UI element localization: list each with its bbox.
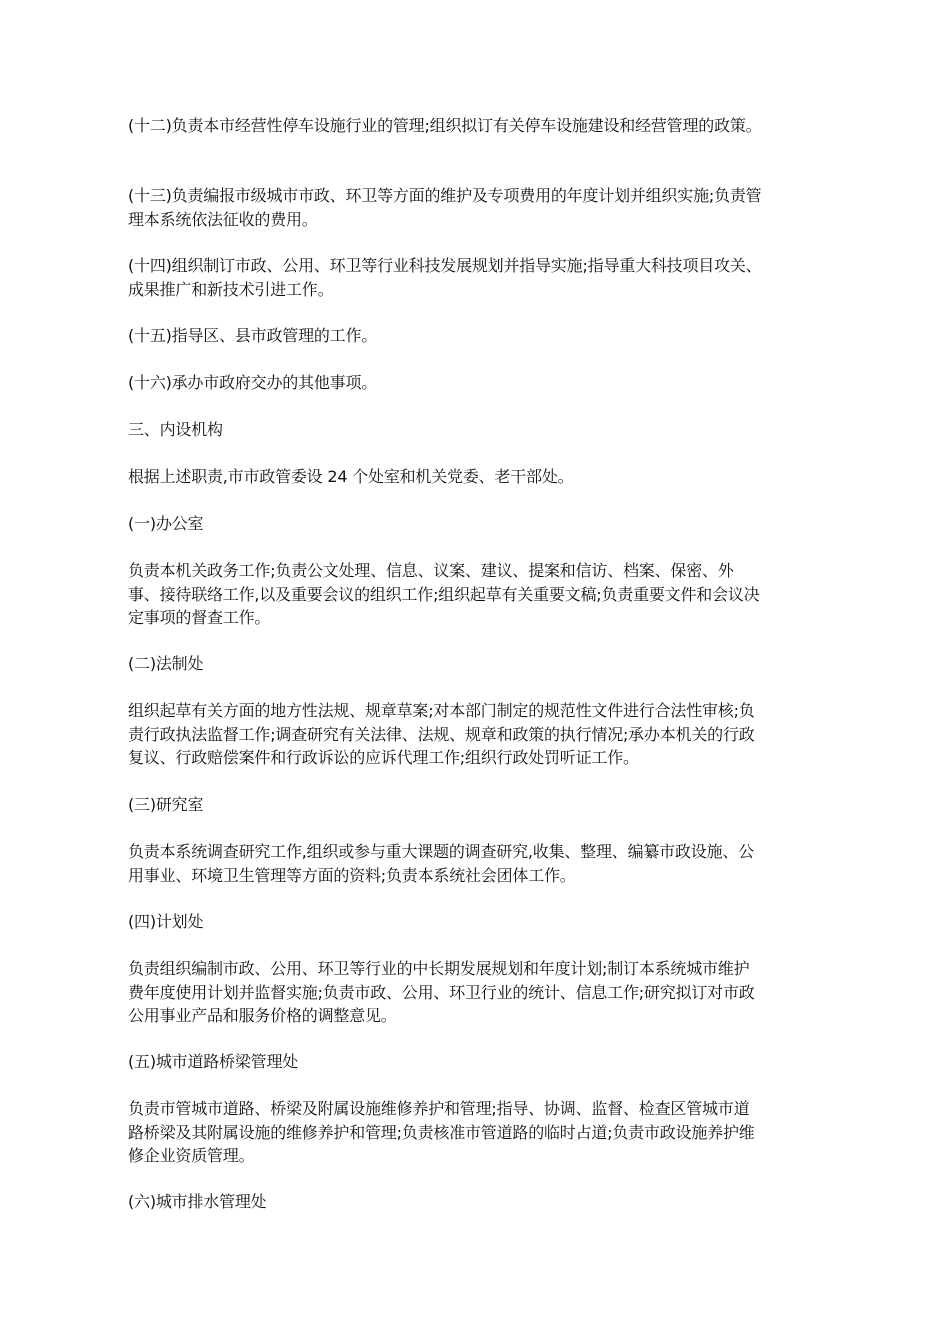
office-body-2 xyxy=(128,699,834,770)
text-line: (二)法制处 xyxy=(128,654,204,673)
text-line: (三)研究室 xyxy=(128,795,204,814)
text-line: (五)城市道路桥梁管理处 xyxy=(128,1052,299,1071)
text-line: (六)城市排水管理处 xyxy=(128,1192,267,1211)
text-line: 组织起草有关方面的地方性法规、规章草案;对本部门制定的规范性文件进行合法性审核;负 xyxy=(128,701,755,720)
paragraph-item-14 xyxy=(128,254,834,301)
intro-paragraph xyxy=(128,465,834,489)
text-line: 公用事业产品和服务价格的调整意见。 xyxy=(128,1006,397,1025)
text-line: 用事业、环境卫生管理等方面的资料;负责本系统社会团体工作。 xyxy=(128,865,576,885)
office-body-4 xyxy=(128,957,834,1028)
text-line: 负责本机关政务工作;负责公文处理、信息、议案、建议、提案和信访、档案、保密、外 xyxy=(128,561,734,580)
office-heading-5 xyxy=(128,1050,834,1074)
text-line: 复议、行政赔偿案件和行政诉讼的应诉代理工作;组织行政处罚听证工作。 xyxy=(128,748,639,767)
paragraph-item-16 xyxy=(128,371,834,395)
paragraph-item-15 xyxy=(128,324,834,348)
text-line: 责行政执法监督工作;调查研究有关法律、法规、规章和政策的执行情况;承办本机关的行政 xyxy=(128,724,755,744)
section-heading xyxy=(128,418,834,442)
text-line: 负责市管城市道路、桥梁及附属设施维修养护和管理;指导、协调、监督、检查区管城市道 xyxy=(128,1099,750,1118)
office-heading-2 xyxy=(128,652,834,676)
text-line: (一)办公室 xyxy=(128,514,204,533)
text-line: (十六)承办市政府交办的其他事项。 xyxy=(128,373,378,392)
text-line: 根据上述职责,市市政管委设 24 个处室和机关党委、老干部处。 xyxy=(128,467,574,486)
office-body-5 xyxy=(128,1097,834,1168)
text-line: 路桥梁及其附属设施的维修养护和管理;负责核准市管道路的临时占道;负责市政设施养护维 xyxy=(128,1122,755,1142)
text-line: (十五)指导区、县市政管理的工作。 xyxy=(128,326,378,345)
text-line: 成果推广和新技术引进工作。 xyxy=(128,279,334,299)
text-line: 负责本系统调查研究工作,组织或参与重大课题的调查研究,收集、整理、编纂市政设施、公 xyxy=(128,842,754,861)
office-body-3 xyxy=(128,840,834,887)
text-line: (十二)负责本市经营性停车设施行业的管理;组织拟订有关停车设施建设和经营管理的政策。 xyxy=(128,116,762,135)
office-heading-3 xyxy=(128,793,834,817)
office-heading-1 xyxy=(128,512,834,536)
paragraph-item-12 xyxy=(128,114,834,138)
paragraph-item-13 xyxy=(128,184,834,231)
text-line: 修企业资质管理。 xyxy=(128,1146,255,1165)
text-line: 理本系统依法征收的费用。 xyxy=(128,209,318,229)
text-line: 定事项的督查工作。 xyxy=(128,608,271,627)
office-heading-6 xyxy=(128,1190,834,1214)
text-line: 费年度使用计划并监督实施;负责市政、公用、环卫行业的统计、信息工作;研究拟订对市政 xyxy=(128,982,755,1002)
text-line: (四)计划处 xyxy=(128,912,204,931)
text-line: 负责组织编制市政、公用、环卫等行业的中长期发展规划和年度计划;制订本系统城市维护 xyxy=(128,959,750,978)
text-line: (十四)组织制订市政、公用、环卫等行业科技发展规划并指导实施;指导重大科技项目攻关、 xyxy=(128,256,762,275)
office-body-1 xyxy=(128,559,834,630)
text-line: 事、接待联络工作,以及重要会议的组织工作;组织起草有关重要文稿;负责重要文件和会议决 xyxy=(128,584,760,604)
text-line: 三、内设机构 xyxy=(128,420,223,439)
office-heading-4 xyxy=(128,910,834,934)
text-line: (十三)负责编报市级城市市政、环卫等方面的维护及专项费用的年度计划并组织实施;负责管 xyxy=(128,186,762,205)
